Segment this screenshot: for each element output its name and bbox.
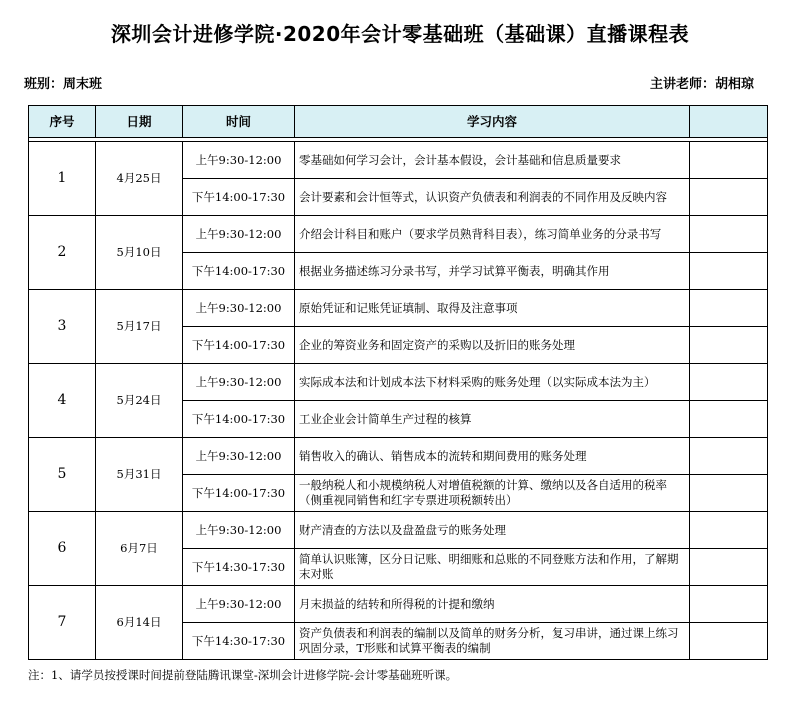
slot-content: 资产负债表和利润表的编制以及简单的财务分析，复习串讲，通过课上练习巩固分录，T形账和试算平衡表的编制 [295,623,690,660]
session-index: 7 [29,586,96,660]
header-index: 序号 [29,106,96,138]
slot-time: 上午9:30-12:00 [183,364,295,401]
header-time: 时间 [183,106,295,138]
session-index: 1 [29,142,96,216]
table-row [29,142,768,179]
slot-content: 实际成本法和计划成本法下材料采购的账务处理（以实际成本法为主） [295,364,690,401]
blank-cell [690,142,768,179]
session-date: 5月10日 [96,216,183,290]
slot-content: 根据业务描述练习分录书写，并学习试算平衡表，明确其作用 [295,253,690,290]
session-date: 5月31日 [96,438,183,512]
blank-cell [690,327,768,364]
page-title: 深圳会计进修学院·2020年会计零基础班（基础课）直播课程表 [110,22,690,46]
slot-content: 会计要素和会计恒等式，认识资产负债表和利润表的不同作用及反映内容 [295,179,690,216]
blank-cell [690,179,768,216]
slot-time: 下午14:00-17:30 [183,475,295,512]
schedule-table [28,105,768,660]
blank-cell [690,475,768,512]
slot-time: 下午14:30-17:30 [183,549,295,586]
slot-time: 上午9:30-12:00 [183,216,295,253]
header-date: 日期 [96,106,183,138]
slot-content: 月末损益的结转和所得税的计提和缴纳 [295,586,690,623]
class-label: 班别：周末班 [24,77,103,92]
blank-cell [690,512,768,549]
session-index: 5 [29,438,96,512]
footnote: 注：1、请学员按授课时间提前登陆腾讯课堂-深圳会计进修学院-会计零基础班听课。 [28,668,458,682]
slot-time: 上午9:30-12:00 [183,290,295,327]
table-row [29,364,768,401]
table-row [29,512,768,549]
slot-time: 下午14:00-17:30 [183,327,295,364]
teacher-label: 主讲老师：胡相琼 [649,77,754,92]
table-header-row [29,106,768,138]
blank-cell [690,549,768,586]
session-date: 6月7日 [96,512,183,586]
slot-time: 下午14:00-17:30 [183,253,295,290]
slot-time: 上午9:30-12:00 [183,512,295,549]
slot-content: 工业企业会计简单生产过程的核算 [295,401,690,438]
blank-cell [690,290,768,327]
blank-cell [690,216,768,253]
blank-cell [690,253,768,290]
slot-time: 下午14:30-17:30 [183,623,295,660]
session-index: 3 [29,290,96,364]
blank-cell [690,438,768,475]
session-date: 4月25日 [96,142,183,216]
session-date: 5月17日 [96,290,183,364]
blank-cell [690,364,768,401]
blank-cell [690,401,768,438]
header-blank [690,106,768,138]
slot-time: 上午9:30-12:00 [183,438,295,475]
slot-content: 企业的筹资业务和固定资产的采购以及折旧的账务处理 [295,327,690,364]
slot-content: 销售收入的确认、销售成本的流转和期间费用的账务处理 [295,438,690,475]
slot-time: 下午14:00-17:30 [183,401,295,438]
table-row [29,438,768,475]
slot-content: 零基础如何学习会计，会计基本假设，会计基础和信息质量要求 [295,142,690,179]
slot-content: 原始凭证和记账凭证填制、取得及注意事项 [295,290,690,327]
table-row [29,216,768,253]
blank-cell [690,586,768,623]
slot-content: 财产清查的方法以及盘盈盘亏的账务处理 [295,512,690,549]
blank-cell [690,623,768,660]
slot-time: 上午9:30-12:00 [183,142,295,179]
slot-content: 简单认识账簿，区分日记账、明细账和总账的不同登账方法和作用，了解期末对账 [295,549,690,586]
header-content: 学习内容 [295,106,690,138]
slot-time: 上午9:30-12:00 [183,586,295,623]
session-date: 6月14日 [96,586,183,660]
slot-time: 下午14:00-17:30 [183,179,295,216]
session-index: 4 [29,364,96,438]
slot-content: 介绍会计科目和账户（要求学员熟背科目表），练习简单业务的分录书写 [295,216,690,253]
session-index: 6 [29,512,96,586]
table-row [29,586,768,623]
slot-content: 一般纳税人和小规模纳税人对增值税额的计算、缴纳以及各自适用的税率（侧重视同销售和红字专票进项税额转出） [295,475,690,512]
session-date: 5月24日 [96,364,183,438]
session-index: 2 [29,216,96,290]
table-row [29,290,768,327]
